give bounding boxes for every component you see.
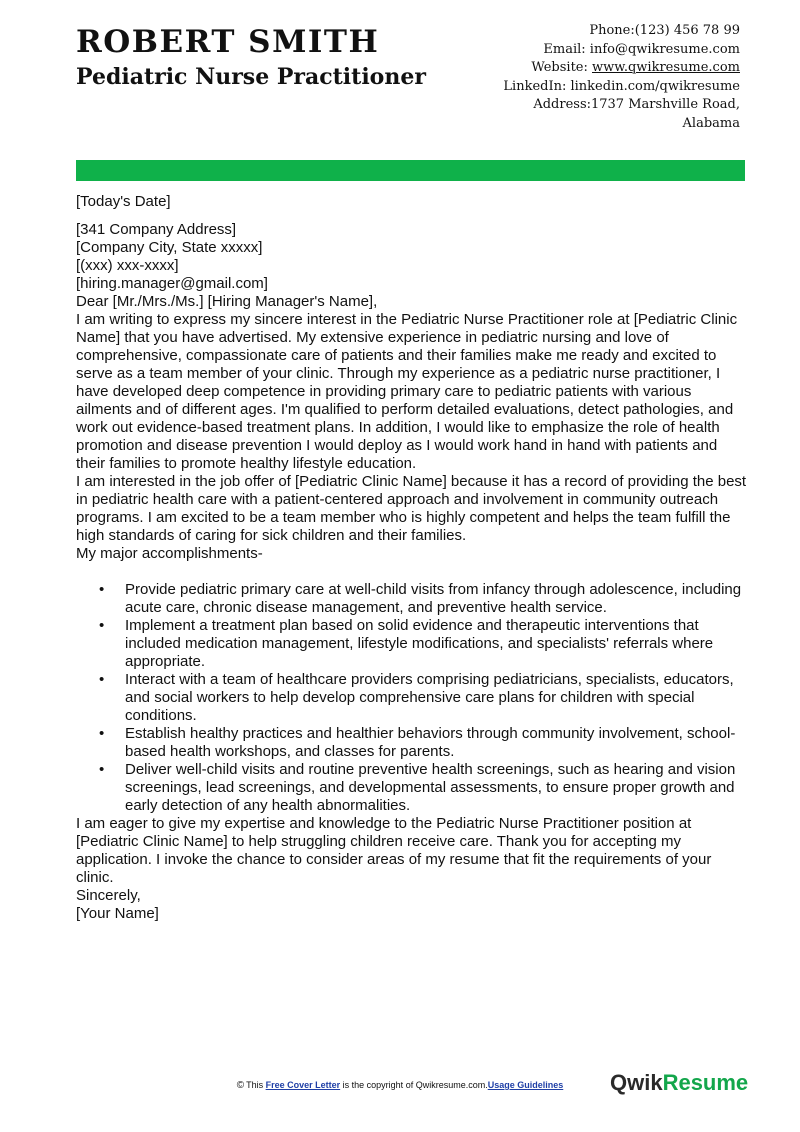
contact-website [440, 59, 740, 78]
list-item-text: Establish healthy practices and healthier behaviors through community involvement, school-based health workshops, and classes for parents. [125, 725, 736, 760]
list-item [76, 617, 748, 671]
accomplishments-list [76, 581, 748, 815]
list-item-text: Provide pediatric primary care at well-child visits from infancy through adolescence, including acute care, chronic disease management, and preventive health service. [125, 581, 742, 616]
usage-guidelines-link[interactable]: Usage Guidelines [487, 1080, 564, 1090]
contact-address-line1: Address:1737 Marshville Road, [533, 97, 740, 112]
paragraph-interest: I am interested in the job offer of [Pediatric Clinic Name] because it has a record of providing the best in pediatric health care with a patient-centered approach and involvement in community outreach programs. I am excited to be a team member who is highly competent and helps the team fulfill the high standards of caring for sick children and their families. [76, 473, 747, 544]
website-link[interactable]: www.qwikresume.com [592, 60, 740, 75]
list-item [76, 725, 748, 761]
salutation: Dear [Mr./Mrs./Ms.] [Hiring Manager's Name], [76, 293, 378, 310]
contact-phone: Phone:(123) 456 78 99 [589, 23, 740, 38]
accomplishments-heading: My major accomplishments- [76, 545, 263, 562]
contact-block [440, 22, 740, 133]
footer-text-copyright: is the copyright of Qwikresume.com. [340, 1080, 488, 1090]
logo-part-resume: Resume [662, 1070, 749, 1095]
list-item-text: Implement a treatment plan based on solid evidence and therapeutic interventions that included medication management, lifestyle modifications, and specialists' referrals where appropriate. [125, 617, 714, 670]
qwikresume-logo [610, 1070, 748, 1096]
closing-phrase: Sincerely, [76, 887, 141, 904]
contact-address-line2: Alabama [682, 115, 740, 131]
bullet-icon: • [99, 581, 105, 598]
bullet-icon: • [99, 725, 105, 742]
recipient-line: [hiring.manager@gmail.com] [76, 275, 268, 292]
website-label: Website: [531, 60, 592, 75]
letter-date: [Today's Date] [76, 193, 171, 210]
contact-linkedin: LinkedIn: linkedin.com/qwikresume [503, 78, 740, 94]
bullet-icon: • [99, 761, 105, 778]
list-item-text: Deliver well-child visits and routine preventive health screenings, such as hearing and vision screenings, lead screenings, and developmental assessments, to ensure proper growth and early detection of any health abnormalities. [125, 761, 736, 814]
recipient-address [76, 221, 748, 293]
bullet-icon: • [99, 671, 105, 688]
candidate-name: ROBERT SMITH [76, 24, 380, 60]
footer-text-this: This [246, 1080, 266, 1090]
job-title: Pediatric Nurse Practitioner [76, 64, 426, 90]
copyright-icon: © [236, 1080, 245, 1091]
list-item [76, 761, 748, 815]
letter-body [76, 193, 748, 923]
free-cover-letter-link[interactable]: Free Cover Letter [265, 1080, 341, 1090]
paragraph-closing: I am eager to give my expertise and knowledge to the Pediatric Nurse Practitioner position at [Pediatric Clinic Name] to help struggling children receive care. Thank you for accepting my application. I invoke the chance to consider areas of my resume that fit the requirements of your clinic. [76, 815, 712, 886]
logo-part-qwik: Qwik [610, 1070, 663, 1095]
signature-name: [Your Name] [76, 905, 159, 922]
recipient-line: [341 Company Address] [76, 221, 237, 238]
list-item [76, 581, 748, 617]
list-item-text: Interact with a team of healthcare providers comprising pediatricians, specialists, educators, and social workers to help develop comprehensive care plans for children with special conditions. [125, 671, 734, 724]
contact-email: Email: info@qwikresume.com [543, 41, 740, 57]
paragraph-intro: I am writing to express my sincere interest in the Pediatric Nurse Practitioner role at [Pediatric Clinic Name] that you have advertised. My extensive experience in pediatric nursing and love of comprehensive, compassionate care of patients and their families make me ready and excited to serve as a team member of your clinic. Through my experience as a pediatric nurse practitioner, I have developed deep competence in providing primary care to pediatric patients with various ailments and of different ages. I'm qualified to perform detailed evaluations, detect pathologies, and work out evidence-based treatment plans. In addition, I would like to emphasize the role of health promotion and disease prevention I would deploy as I would work hand in hand with patients and their families to promote healthy lifestyle education. [76, 311, 738, 472]
list-item [76, 671, 748, 725]
recipient-line: [Company City, State xxxxx] [76, 239, 263, 256]
recipient-line: [(xxx) xxx-xxxx] [76, 257, 179, 274]
accent-divider-bar [76, 160, 745, 181]
bullet-icon: • [99, 617, 105, 634]
